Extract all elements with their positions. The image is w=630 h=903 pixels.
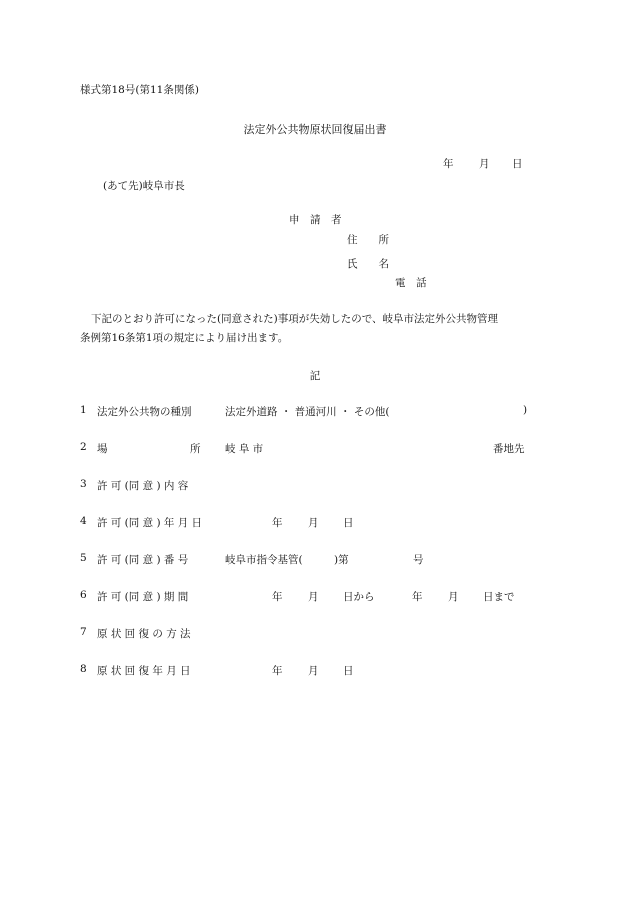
item-6-number: 6 <box>80 589 87 601</box>
item-4-label: 許 可 (同 意 ) 年 月 日 <box>97 517 203 529</box>
item-4-number: 4 <box>80 515 87 527</box>
item-2-label-b: 所 <box>190 443 201 455</box>
item-8-year: 年 <box>272 665 283 677</box>
item-8 <box>80 663 550 679</box>
item-3-label: 許 可 (同 意 ) 内 容 <box>97 480 189 492</box>
item-1-close-paren: ) <box>523 404 528 416</box>
date-day-label: 日 <box>512 158 523 170</box>
item-5 <box>80 552 550 568</box>
item-6-label: 許 可 (同 意 ) 期 間 <box>97 591 189 603</box>
item-5-dai: )第 <box>334 554 349 566</box>
item-6-day-to: 日まで <box>483 591 515 603</box>
document-title: 法定外公共物原状回復届出書 <box>243 123 387 136</box>
item-4-year: 年 <box>272 517 283 529</box>
item-8-label: 原 状 回 復 年 月 日 <box>97 665 191 677</box>
item-2-label-a: 場 <box>97 443 108 455</box>
item-1-value: 法定外道路 ・ 普通河川 ・ その他( <box>225 406 390 418</box>
item-2-value: 岐 阜 市 <box>225 443 264 455</box>
item-2 <box>80 441 550 457</box>
item-8-month: 月 <box>308 665 319 677</box>
item-8-number: 8 <box>80 663 87 675</box>
item-6-month-to: 月 <box>448 591 459 603</box>
item-2-number: 2 <box>80 441 87 453</box>
item-6-year-to: 年 <box>412 591 423 603</box>
item-2-suffix: 番地先 <box>493 443 525 455</box>
item-6 <box>80 589 550 605</box>
item-1-number: 1 <box>80 404 87 416</box>
ki-heading: 記 <box>309 370 321 382</box>
body-text-line-1: 下記のとおり許可になった(同意された)事項が失効したので、岐阜市法定外公共物管理 <box>91 313 498 325</box>
name-label: 氏 名 <box>347 258 389 270</box>
address-label: 住 所 <box>347 234 389 246</box>
item-1 <box>80 404 550 420</box>
item-4-day: 日 <box>343 517 354 529</box>
date-year-label: 年 <box>443 158 454 170</box>
phone-label: 電 話 <box>395 277 427 289</box>
addressee: (あて先)岐阜市長 <box>103 180 185 192</box>
item-7-label: 原 状 回 復 の 方 法 <box>97 628 191 640</box>
item-8-day: 日 <box>343 665 354 677</box>
item-4 <box>80 515 550 531</box>
item-6-day-from: 日から <box>343 591 375 603</box>
item-5-go: 号 <box>413 554 424 566</box>
item-3-number: 3 <box>80 478 87 490</box>
form-number: 様式第18号(第11条関係) <box>80 84 199 96</box>
item-6-year-from: 年 <box>272 591 283 603</box>
item-5-value: 岐阜市指令基管( <box>225 554 303 566</box>
item-5-number: 5 <box>80 552 87 564</box>
applicant-heading: 申 請 者 <box>289 214 342 226</box>
item-6-month-from: 月 <box>308 591 319 603</box>
item-7 <box>80 626 550 642</box>
item-3 <box>80 478 550 494</box>
item-5-label: 許 可 (同 意 ) 番 号 <box>97 554 189 566</box>
item-4-month: 月 <box>308 517 319 529</box>
date-month-label: 月 <box>479 158 490 170</box>
item-1-label: 法定外公共物の種別 <box>97 406 192 418</box>
body-text-line-2: 条例第16条第1項の規定により届け出ます。 <box>80 332 289 344</box>
item-7-number: 7 <box>80 626 87 638</box>
